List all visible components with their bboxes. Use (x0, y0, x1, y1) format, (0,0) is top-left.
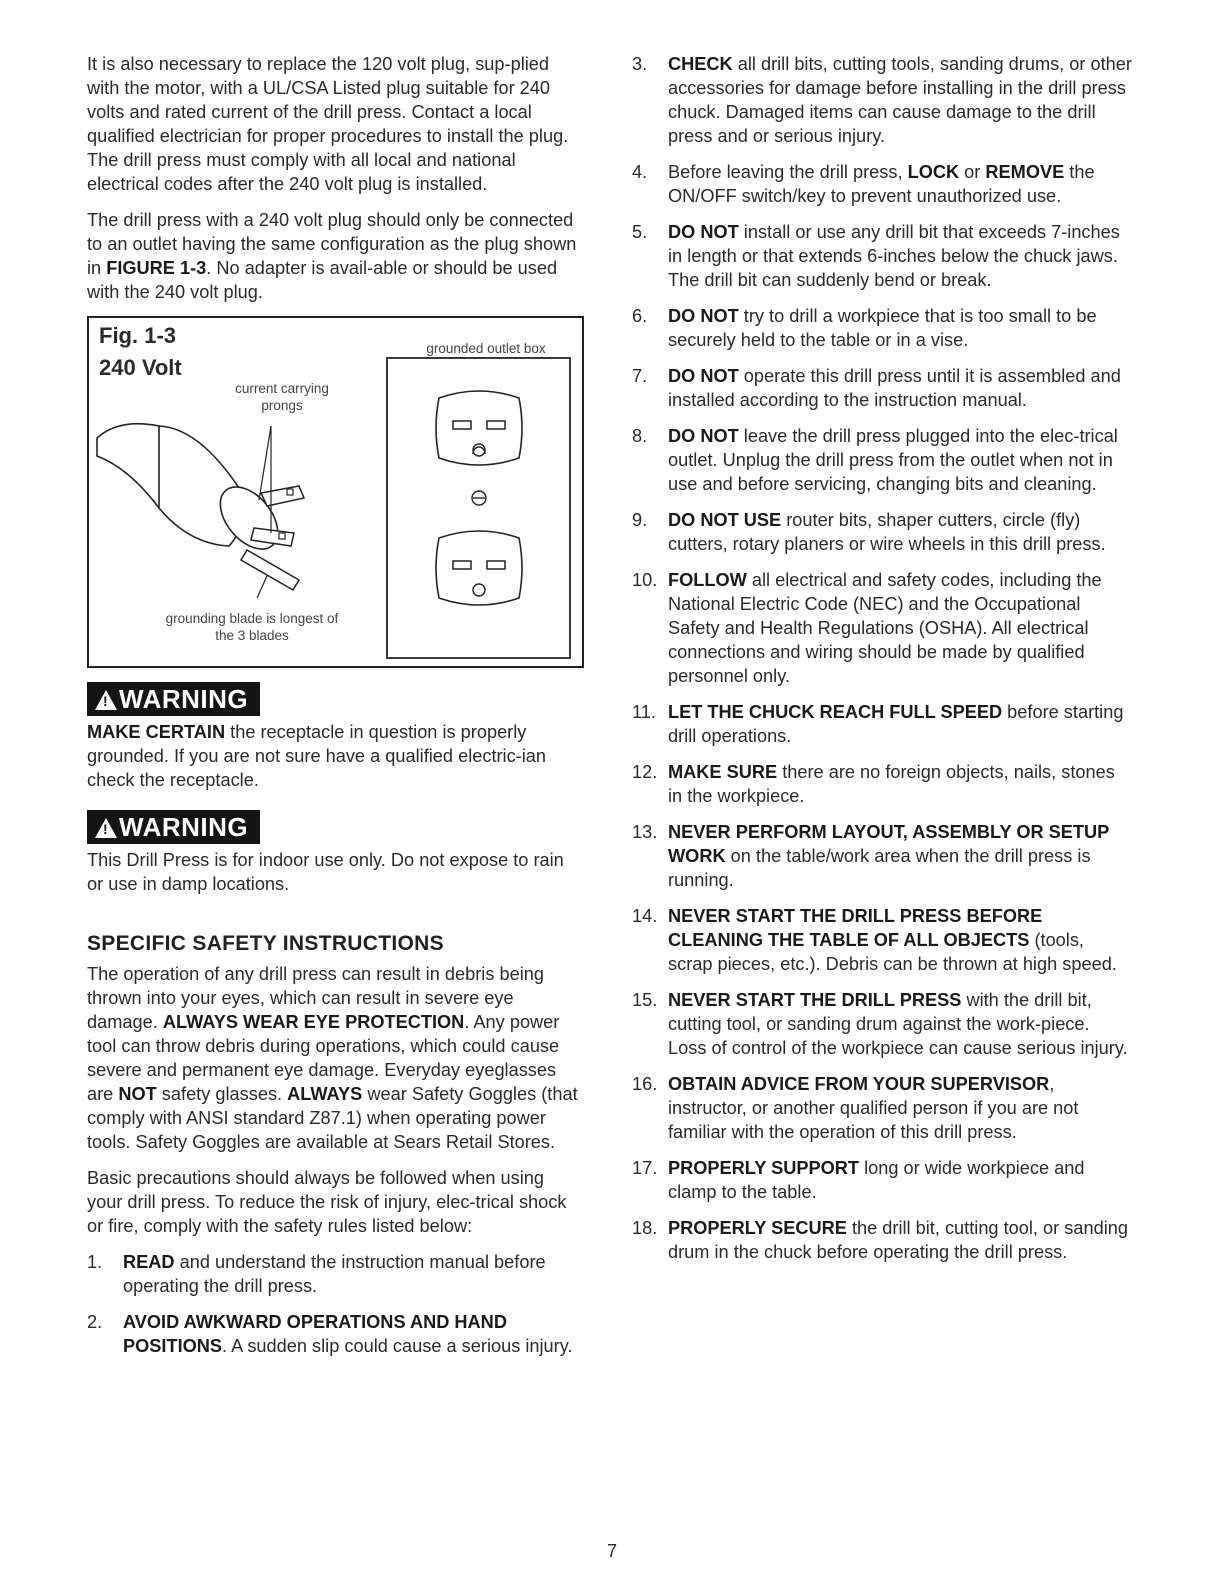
section-heading: SPECIFIC SAFETY INSTRUCTIONS (87, 932, 444, 955)
safety-list-right (632, 52, 1132, 1264)
list-item: 3. CHECK all drill bits, cutting tools, sanding drums, or other accessories for damage before installing in the drill press chuck. Damaged items can cause damage to the drill press and or serious injury. (632, 54, 1132, 146)
list-item: 2. AVOID AWKWARD OPERATIONS AND HAND POSITIONS. A sudden slip could cause a serious injury. (87, 1312, 573, 1356)
list-item: 7. DO NOT operate this drill press until it is assembled and installed according to the instruction manual. (632, 366, 1121, 410)
page-number: 7 (606, 1541, 617, 1561)
warning-triangle-icon: ! (95, 690, 117, 710)
list-item: 4. Before leaving the drill press, LOCK or REMOVE the ON/OFF switch/key to prevent unauthorized use. (632, 162, 1095, 206)
list-item: 16. OBTAIN ADVICE FROM YOUR SUPERVISOR, instructor, or another qualified person if you are not familiar with the operation of this drill press. (632, 1074, 1079, 1142)
list-item: 1. READ and understand the instruction manual before operating the drill press. (87, 1252, 546, 1296)
list-item: 12. MAKE SURE there are no foreign objects, nails, stones in the workpiece. (632, 762, 1115, 806)
list-item: 18. PROPERLY SECURE the drill bit, cutting tool, or sanding drum in the chuck before operating the drill press. (632, 1218, 1128, 1262)
warning-1-text: MAKE CERTAIN the receptacle in question is properly grounded. If you are not sure have a qualified electric-ian check the receptacle. (87, 722, 547, 790)
label-current-carrying-prongs: current carrying prongs (235, 381, 329, 413)
list-item: 11. LET THE CHUCK REACH FULL SPEED before starting drill operations. (632, 702, 1124, 746)
list-item: 6. DO NOT try to drill a workpiece that is too small to be securely held to the table or in a vise. (632, 306, 1097, 350)
label-grounding-blade: grounding blade is longest of the 3 blades (165, 611, 339, 643)
figure-reference: FIGURE 1-3 (106, 258, 207, 278)
list-item: 8. DO NOT leave the drill press plugged into the elec-trical outlet. Unplug the drill press from the outlet when not in use and before servicing, changing bits and cleaning. (632, 426, 1118, 494)
list-item: 17. PROPERLY SUPPORT long or wide workpiece and clamp to the table. (632, 1158, 1085, 1202)
list-item: 15. NEVER START THE DRILL PRESS with the drill bit, cutting tool, or sanding drum against the work-piece. Loss of control of the workpiece can cause serious injury. (632, 990, 1128, 1058)
safety-list-left (87, 1250, 584, 1358)
warning-2-text: This Drill Press is for indoor use only. Do not expose to rain or use in damp locations. (87, 850, 564, 894)
outlet-config-paragraph: The drill press with a 240 volt plug should only be connected to an outlet having the same configuration as the plug shown in FIGURE 1-3. No adapter is avail-able or should be used with the 240 volt plug. (87, 210, 577, 302)
warning-banner-1: ! WARNING (87, 682, 260, 716)
warning-banner-2: ! WARNING (87, 810, 260, 844)
figure-1-3 (87, 316, 584, 668)
warning-triangle-icon: ! (95, 818, 117, 838)
list-item: 10. FOLLOW all electrical and safety codes, including the National Electric Code (NEC) and the Occupational Safety and Health Regulations (OSHA). All electrical connections and wiring should be made by qualified personnel only. (632, 570, 1102, 686)
figure-subtitle: 240 Volt (99, 355, 182, 380)
eye-protection-paragraph: The operation of any drill press can result in debris being thrown into your eyes, which can result in severe eye damage. ALWAYS WEAR EYE PROTECTION. Any power tool can throw debris during operations, which could cause severe and permanent eye damage. Everyday eyeglasses are NOT safety glasses. ALWAYS wear Safety Goggles (that comply with ANSI standard Z87.1) when operating power tools. Safety Goggles are available at Sears Retail Stores. (87, 964, 578, 1152)
figure-title: Fig. 1-3 (99, 323, 177, 348)
left-column (87, 52, 584, 1370)
label-grounded-outlet-box: grounded outlet box (426, 341, 546, 356)
list-item: 13. NEVER PERFORM LAYOUT, ASSEMBLY OR SETUP WORK on the table/work area when the drill press is running. (632, 822, 1109, 890)
list-item: 5. DO NOT install or use any drill bit that exceeds 7-inches in length or that extends 6-inches below the chuck jaws. The drill bit can suddenly bend or break. (632, 222, 1120, 290)
basic-precautions-paragraph: Basic precautions should always be followed when using your drill press. To reduce the risk of injury, elec-trical shock or fire, comply with the safety rules listed below: (87, 1168, 567, 1236)
plug-replacement-paragraph: It is also necessary to replace the 120 volt plug, sup-plied with the motor, with a UL/CSA Listed plug suitable for 240 volts and rated current of the drill press. Contact a local qualified electrician for proper procedures to install the plug. The drill press must comply with all local and national electrical codes after the 240 volt plug is installed. (87, 54, 569, 194)
right-column (632, 52, 1132, 1276)
list-item: 9. DO NOT USE router bits, shaper cutters, circle (fly) cutters, rotary planers or wire wheels in this drill press. (632, 510, 1106, 554)
list-item: 14. NEVER START THE DRILL PRESS BEFORE CLEANING THE TABLE OF ALL OBJECTS (tools, scrap pieces, etc.). Debris can be thrown at high speed. (632, 906, 1117, 974)
